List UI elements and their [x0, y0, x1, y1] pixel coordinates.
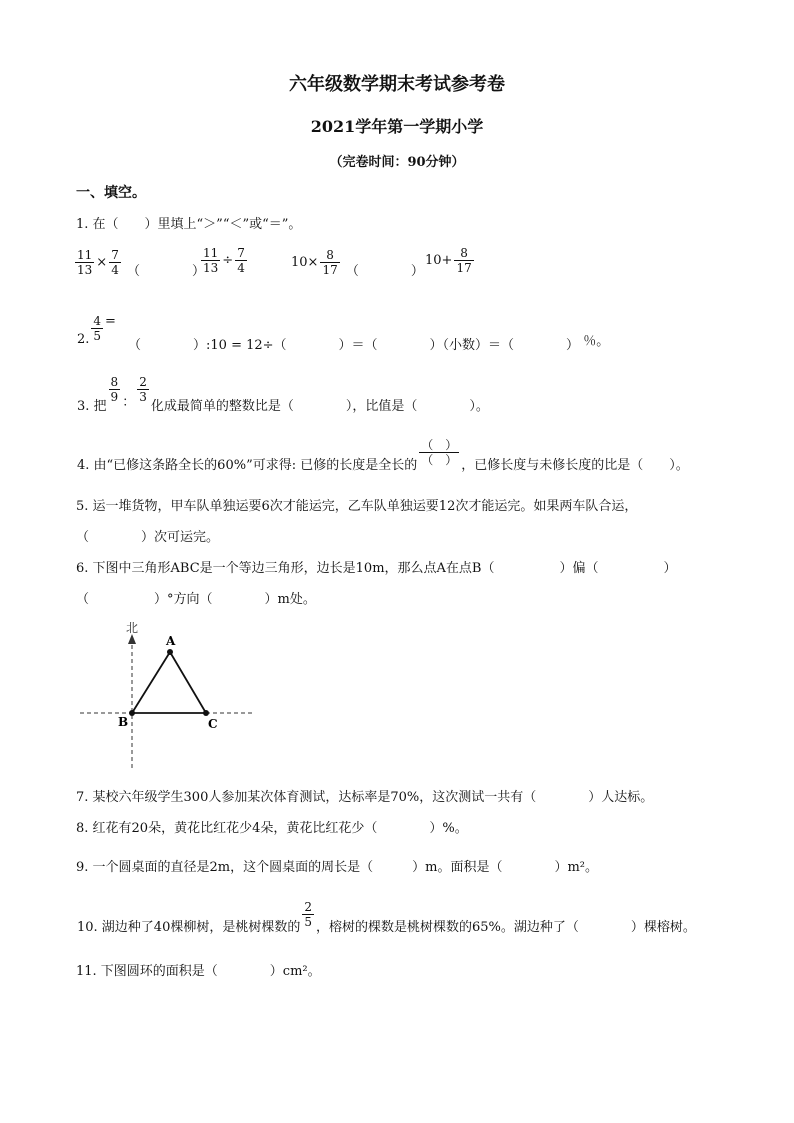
- point-b: [129, 710, 135, 716]
- fraction: $\frac{11}{13}$: [77, 248, 93, 277]
- question-4: 4. 由“已修这条路全长的60%”可求得: 已修的长度是全长的 $\frac{( )}{( )}$ ，已修长度与未修长度的比是（ ）。: [77, 438, 689, 473]
- fraction: $\frac{8}{17}$: [456, 246, 472, 275]
- question-5-line-1: 5. 运一堆货物，甲车队单独运要6次才能运完，乙车队单独运要12次才能运完。如果两车队合运，: [76, 499, 638, 514]
- question-9[interactable]: 9. 一个圆桌面的直径是2m，这个圆桌面的周长是（ ）m。面积是（ ）m²。: [76, 860, 599, 875]
- triangle-abc: [132, 652, 206, 713]
- north-arrow-icon: [128, 634, 136, 644]
- north-label: 北: [126, 621, 139, 635]
- exam-time: （完卷时间：90分钟）: [329, 155, 465, 170]
- section-heading: 一、填空。: [76, 185, 146, 201]
- fraction: $\frac{2}{3}$: [139, 375, 147, 404]
- question-1-expr-1: $\frac{11}{13}$ × $\frac{7}{4}$ （ ）: [77, 248, 205, 279]
- question-1-text: 1. 在（ ）里填上“＞”“＜”或“＝”。: [76, 217, 302, 232]
- question-1-expr-3: 10× $\frac{8}{17}$ （ ）: [291, 248, 424, 279]
- answer-blank[interactable]: （ ）: [345, 264, 424, 279]
- page-title: 六年级数学期末考试参考卷: [289, 74, 505, 95]
- question-2-blanks[interactable]: （ ）:10 = 12÷（ ）＝（ ）（小数）＝（ ） ％。: [128, 334, 610, 353]
- question-6-line-1: 6. 下图中三角形ABC是一个等边三角形，边长是10m，那么点A在点B（ ）偏（ ）: [76, 561, 677, 576]
- question-2: 2. $\frac{4}{5}$ =: [77, 314, 116, 347]
- question-1-expr-2: $\frac{11}{13}$ ÷ $\frac{7}{4}$: [203, 246, 245, 275]
- fraction: $\frac{4}{5}$: [93, 314, 102, 343]
- fraction: $\frac{7}{4}$: [111, 248, 119, 277]
- fraction-blank[interactable]: $\frac{( )}{( )}$: [421, 438, 458, 467]
- question-3: 3. 把 $\frac{8}{9}$ ： $\frac{2}{3}$ 化成最简单的整数比是（ ），比值是（ ）。: [77, 375, 489, 414]
- question-10[interactable]: 10. 湖边种了40棵柳树，是桃树棵数的 $\frac{2}{5}$ ，榕树的棵数是桃树棵数的65%。湖边种了（ ）棵榕树。: [77, 900, 696, 935]
- question-1-expr-4: 10+ $\frac{8}{17}$: [425, 246, 472, 275]
- point-c: [203, 710, 209, 716]
- question-6-line-2[interactable]: （ ）°方向（ ）m处。: [76, 592, 316, 607]
- label-a: A: [166, 634, 176, 648]
- label-c: C: [208, 717, 218, 731]
- point-a: [167, 649, 173, 655]
- triangle-diagram: [78, 618, 258, 773]
- question-8[interactable]: 8. 红花有20朵，黄花比红花少4朵，黄花比红花少（ ）%。: [76, 821, 468, 836]
- fraction: $\frac{7}{4}$: [237, 246, 245, 275]
- question-7[interactable]: 7. 某校六年级学生300人参加某次体育测试，达标率是70%，这次测试一共有（ ）人达标。: [76, 790, 654, 805]
- label-b: B: [118, 715, 129, 729]
- question-5-line-2[interactable]: （ ）次可运完。: [76, 530, 220, 545]
- fraction: $\frac{8}{9}$: [110, 375, 119, 404]
- answer-blank[interactable]: （ ）: [126, 264, 205, 279]
- fraction: $\frac{2}{5}$: [304, 900, 312, 929]
- fraction: $\frac{8}{17}$: [322, 248, 338, 277]
- question-11[interactable]: 11. 下图圆环的面积是（ ）cm²。: [76, 964, 321, 979]
- page-subtitle: 2021学年第一学期小学: [310, 117, 484, 136]
- fraction: $\frac{11}{13}$: [203, 246, 219, 275]
